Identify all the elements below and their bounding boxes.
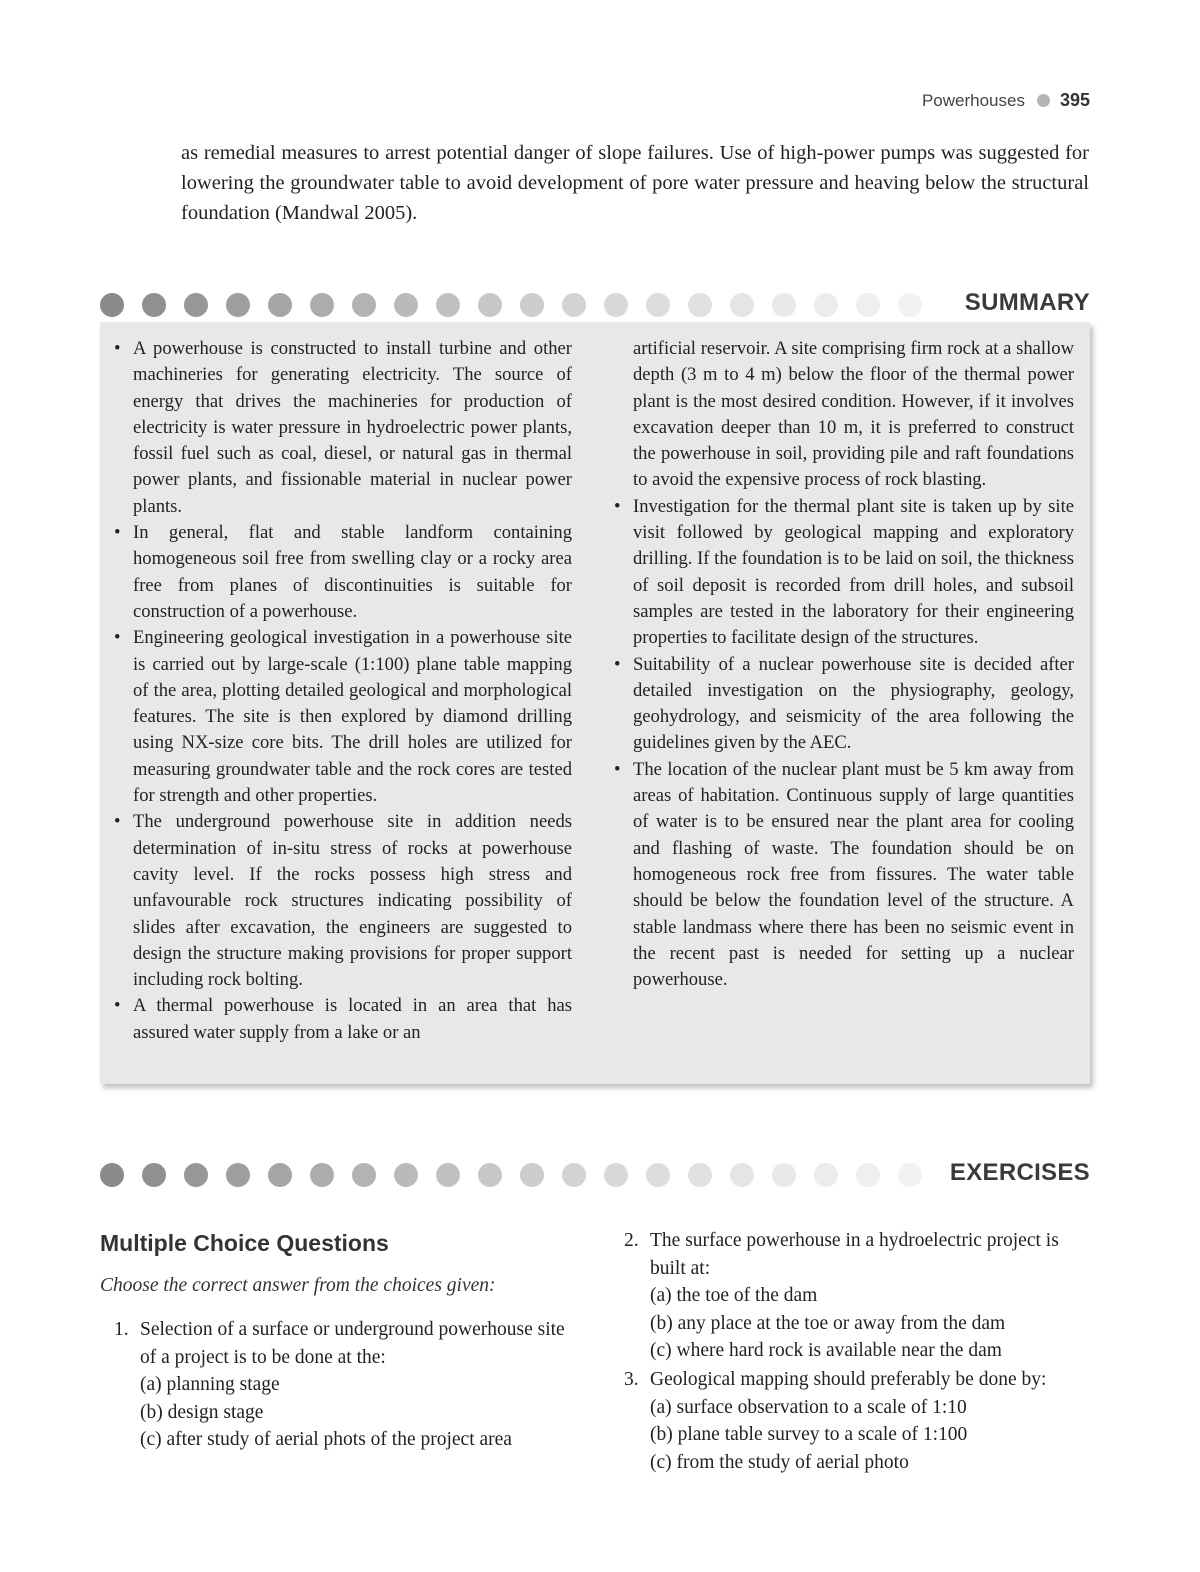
summary-item: • In general, flat and stable landform containing homogeneous soil free from swelling clay or a rocky area free from planes of discontinuities is suitable for construction of a powerhouse. xyxy=(114,520,572,625)
exercises-band xyxy=(100,1159,1090,1193)
question-text xyxy=(610,1227,1092,1282)
dot-icon xyxy=(688,1163,712,1187)
dot-icon xyxy=(310,293,334,317)
dot-icon xyxy=(730,293,754,317)
question-number: 2. xyxy=(624,1230,639,1251)
dot-icon xyxy=(646,293,670,317)
dot-icon xyxy=(814,293,838,317)
question-3 xyxy=(610,1366,1092,1476)
dot-icon xyxy=(562,293,586,317)
dot-icon xyxy=(184,1163,208,1187)
question-number: 3. xyxy=(624,1369,639,1390)
summary-band xyxy=(100,289,1090,323)
dot-icon xyxy=(268,293,292,317)
dot-icon xyxy=(688,293,712,317)
question-text xyxy=(100,1316,580,1371)
answer-option: (b) any place at the toe or away from the dam xyxy=(650,1312,1006,1334)
dot-icon xyxy=(772,1163,796,1187)
dot-icon xyxy=(100,293,124,317)
summary-item: • The underground powerhouse site in addition needs determination of in-situ stress of rocks at powerhouse cavity level. If the rocks possess high stress and unfavourable rock structures indicating possibility of slides after excavation, the engineers are suggested to design the structure making provisions for proper support including rock bolting. xyxy=(114,809,572,993)
answer-option: (c) where hard rock is available near the dam xyxy=(650,1340,1002,1361)
question-text xyxy=(610,1366,1092,1394)
dot-icon xyxy=(478,1163,502,1187)
dot-icon xyxy=(562,1163,586,1187)
question-stem: The surface powerhouse in a hydroelectric project is built at: xyxy=(650,1230,1059,1279)
answer-option: (a) planning stage xyxy=(140,1374,280,1395)
answer-option: (c) from the study of aerial photo xyxy=(650,1451,909,1473)
running-title: Powerhouses xyxy=(921,90,1025,110)
dot-icon xyxy=(520,1163,544,1187)
dot-icon xyxy=(814,1163,838,1187)
dot-icon xyxy=(856,1163,880,1187)
question-1 xyxy=(100,1316,580,1454)
dot-icon xyxy=(142,1163,166,1187)
dot-icon xyxy=(310,1163,334,1187)
mcq-instruction: Choose the correct answer from the choices given: xyxy=(100,1275,496,1296)
dot-icon xyxy=(730,1163,754,1187)
dot-icon xyxy=(352,293,376,317)
answer-option: (b) design stage xyxy=(140,1401,264,1423)
dot-icon xyxy=(478,293,502,317)
dot-icon xyxy=(268,1163,292,1187)
question-number: 1. xyxy=(114,1319,129,1340)
question-stem: Selection of a surface or underground powerhouse site of a project is to be done at the: xyxy=(140,1319,565,1368)
summary-item: • A powerhouse is constructed to install turbine and other machineries for generating electricity. The source of energy that drives the machineries for production of electricity is water pressure in hydroelectric power plants, fossil fuel such as coal, diesel, or natural gas in thermal power plants, and fissionable material in nuclear power plants. xyxy=(114,336,572,520)
answer-option: (b) plane table survey to a scale of 1:100 xyxy=(650,1424,968,1445)
dot-icon xyxy=(604,293,628,317)
bullet-dot-icon xyxy=(1037,94,1050,107)
summary-item: • Engineering geological investigation in a powerhouse site is carried out by large-scale (1:100) plane table mapping of the area, plotting detailed geological and morphological features. The site is then explored by diamond drilling using NX-size core bits. The drill holes are utilized for measuring groundwater table and the rock cores are tested for strength and other properties. xyxy=(114,625,572,809)
intro-paragraph: as remedial measures to arrest potential danger of slope failures. Use of high-power pumps was suggested for lowering the groundwater table to avoid development of pore water pressure and heaving below the structural foundation (Mandwal 2005). xyxy=(181,142,1089,224)
dot-icon xyxy=(772,293,796,317)
running-header xyxy=(922,90,1090,111)
dot-icon xyxy=(436,1163,460,1187)
question-2 xyxy=(610,1227,1092,1365)
summary-title: SUMMARY xyxy=(964,289,1090,316)
summary-item: • Investigation for the thermal plant site is taken up by site visit followed by geological mapping and exploratory drilling. If the foundation is to be laid on soil, the thickness of soil deposit is recorded from drill holes, and subsoil samples are tested in the laboratory for their engineering properties to facilitate design of the structures. xyxy=(614,494,1074,652)
dot-icon xyxy=(604,1163,628,1187)
dot-icon xyxy=(352,1163,376,1187)
dot-icon xyxy=(184,293,208,317)
dot-icon xyxy=(394,293,418,317)
summary-item: • Suitability of a nuclear powerhouse site is decided after detailed investigation on the physiography, geology, geohydrology, and seismicity of the area following the guidelines given by the AEC. xyxy=(614,652,1074,757)
mcq-heading: Multiple Choice Questions xyxy=(100,1230,389,1256)
dot-icon xyxy=(142,293,166,317)
summary-item: • The location of the nuclear plant must be 5 km away from areas of habitation. Continuous supply of large quantities of water is to be ensured near the plant area for cooling and flashing of waste. The foundation should be on homogeneous rock free from fissures. The water table should be below the foundation level of the structure. A stable landmass where there has been no seismic event in the recent past is needed for setting up a nuclear powerhouse. xyxy=(614,757,1074,994)
dot-icon xyxy=(226,1163,250,1187)
decorative-dots xyxy=(100,293,922,317)
dot-icon xyxy=(520,293,544,317)
dot-icon xyxy=(436,293,460,317)
answer-option: (a) the toe of the dam xyxy=(650,1285,818,1306)
dot-icon xyxy=(856,293,880,317)
summary-left-column xyxy=(114,336,572,1046)
dot-icon xyxy=(226,293,250,317)
summary-box xyxy=(100,322,1090,1084)
summary-item-continuation: artificial reservoir. A site comprising firm rock at a shallow depth (3 m to 4 m) below the floor of the thermal power plant is the most desired condition. However, if it involves excavation deeper than 10 m, it is preferred to construct the powerhouse in soil, providing pile and raft foundations to avoid the expensive process of rock blasting. xyxy=(633,338,1074,491)
dot-icon xyxy=(100,1163,124,1187)
summary-item: • A thermal powerhouse is located in an area that has assured water supply from a lake or an xyxy=(114,993,572,1046)
dot-icon xyxy=(898,1163,922,1187)
summary-right-column xyxy=(614,336,1074,993)
dot-icon xyxy=(646,1163,670,1187)
answer-option: (a) surface observation to a scale of 1:10 xyxy=(650,1396,967,1418)
page-number: 395 xyxy=(1059,90,1090,110)
dot-icon xyxy=(394,1163,418,1187)
dot-icon xyxy=(898,293,922,317)
question-stem: Geological mapping should preferably be done by: xyxy=(650,1369,1047,1390)
exercises-title: EXERCISES xyxy=(949,1159,1090,1186)
answer-option: (c) after study of aerial phots of the project area xyxy=(140,1429,512,1450)
decorative-dots xyxy=(100,1163,922,1187)
